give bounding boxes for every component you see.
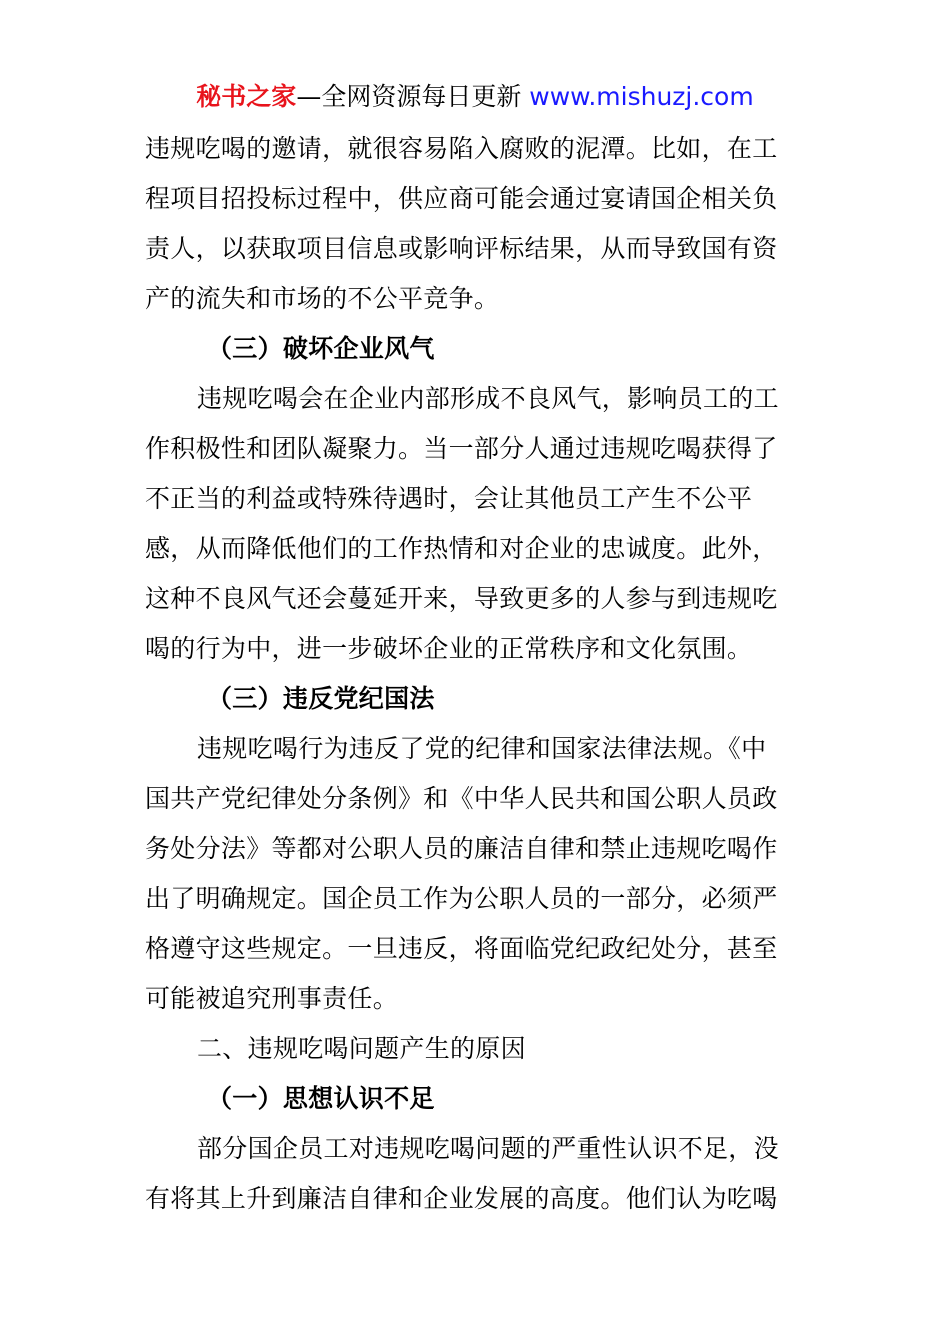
section-heading: （三）违反党纪国法 [207,684,435,713]
body-line: 喝的行为中，进一步破坏企业的正常秩序和文化氛围。 [145,634,753,663]
section-heading: （三）破坏企业风气 [207,334,435,363]
body-line: 责人，以获取项目信息或影响评标结果，从而导致国有资 [145,234,778,263]
body-line: 违规吃喝的邀请，就很容易陷入腐败的泥潭。比如，在工 [145,134,778,163]
body-line: 感，从而降低他们的工作热情和对企业的忠诚度。此外， [145,534,778,563]
body-line: 程项目招投标过程中，供应商可能会通过宴请国企相关负 [145,184,778,213]
body-line: 作积极性和团队凝聚力。当一部分人通过违规吃喝获得了 [145,434,778,463]
header-url-link[interactable]: www.mishuzj.com [529,82,754,111]
body-line: 违规吃喝行为违反了党的纪律和国家法律法规。《中 [197,734,767,763]
chapter-heading: 二、违规吃喝问题产生的原因 [197,1034,526,1063]
section-heading: （一）思想认识不足 [207,1084,435,1113]
page-header [0,80,950,114]
body-line: 格遵守这些规定。一旦违反，将面临党纪政纪处分，甚至 [145,934,778,963]
body-line: 产的流失和市场的不公平竞争。 [145,284,500,313]
header-brand: 秘书之家 [196,82,297,111]
body-line: 有将其上升到廉洁自律和企业发展的高度。他们认为吃喝 [145,1184,778,1213]
header-tagline: —全网资源每日更新 [296,82,522,111]
body-line: 国共产党纪律处分条例》和《中华人民共和国公职人员政 [145,784,778,813]
body-line: 务处分法》等都对公职人员的廉洁自律和禁止违规吃喝作 [145,834,778,863]
body-line: 这种不良风气还会蔓延开来，导致更多的人参与到违规吃 [145,584,778,613]
body-line: 部分国企员工对违规吃喝问题的严重性认识不足，没 [197,1134,779,1163]
body-line: 出了明确规定。国企员工作为公职人员的一部分，必须严 [145,884,778,913]
body-line: 可能被追究刑事责任。 [145,984,399,1013]
body-line: 不正当的利益或特殊待遇时，会让其他员工产生不公平 [145,484,753,513]
body-line: 违规吃喝会在企业内部形成不良风气，影响员工的工 [197,384,779,413]
document-body [145,124,787,1224]
